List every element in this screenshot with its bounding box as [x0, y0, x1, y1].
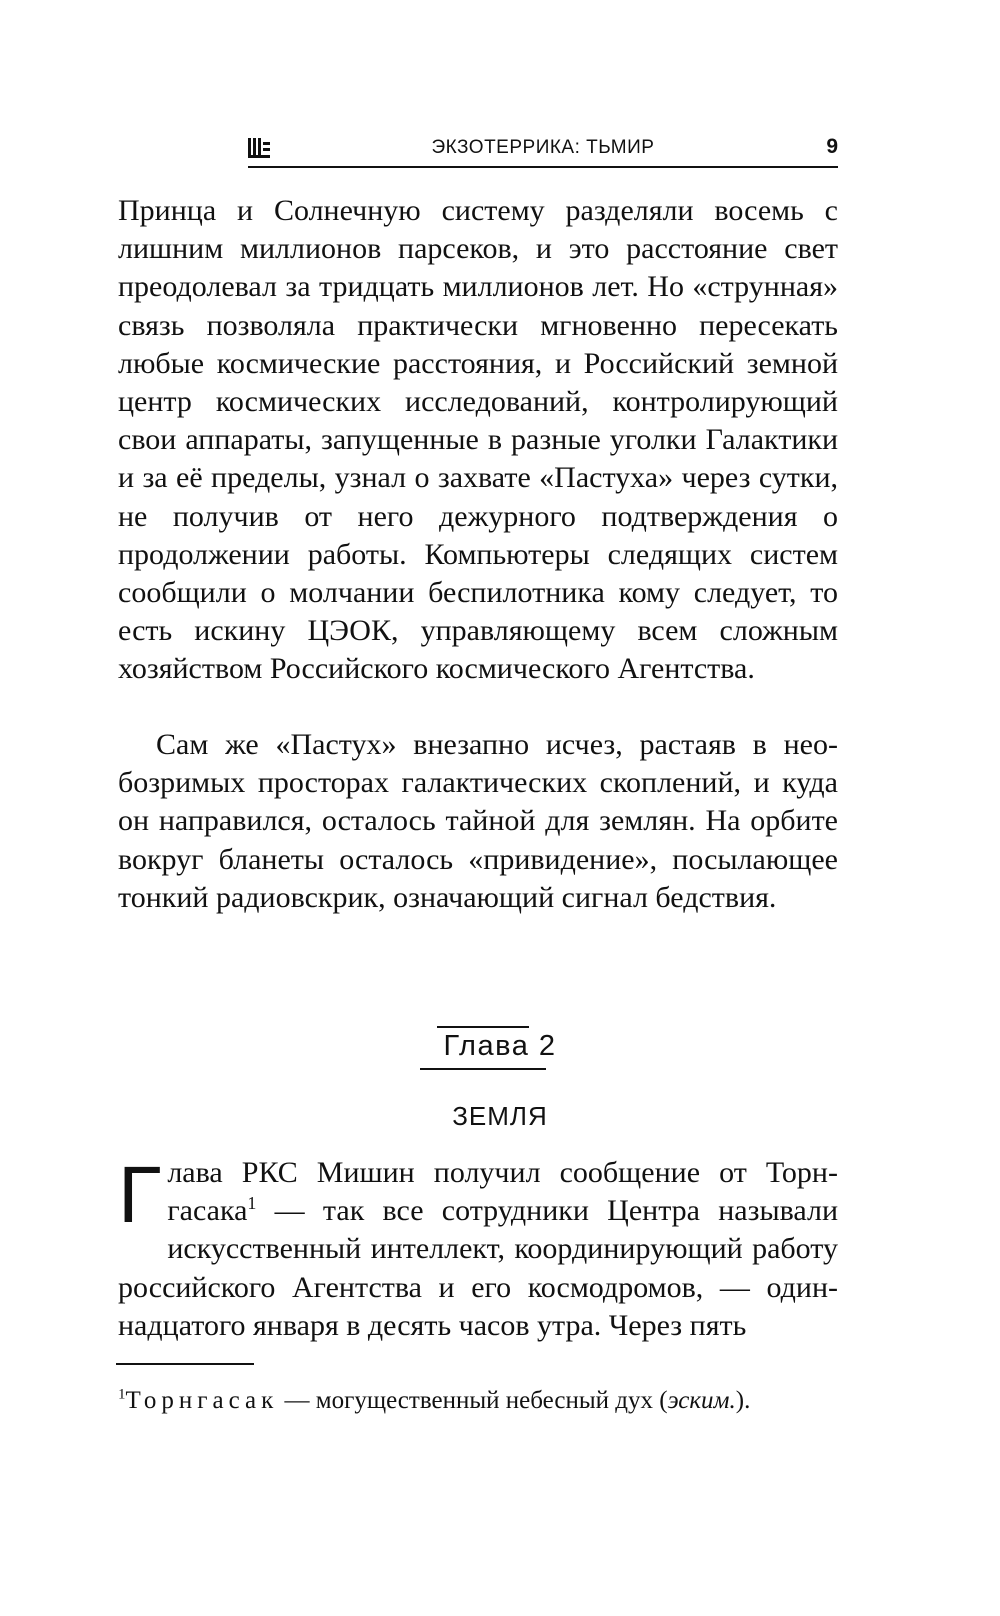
paragraph-text: Сам же «Пастух» внезапно исчез, растаяв в необозримых просторах галактических скоплений, и куда он направился, осталось тайной для землян. На орбите вокруг бланеты осталось «привидение», посылающее тонкий радиовскрик, означающий сигнал бедствия.: [118, 728, 838, 914]
running-title: ЭКЗОТЕРРИКА: ТЬМИР: [431, 137, 655, 158]
chapter-rule-top: [437, 1026, 529, 1028]
chapter-opening-paragraph: [118, 1150, 838, 1345]
running-header: [248, 132, 838, 168]
footnote-separator: [116, 1363, 254, 1365]
chapter-title: Глава 2: [443, 1030, 557, 1062]
opening-text: лава РКС Мишин получил сообщение от Торнгасака: [167, 1156, 838, 1228]
chapter-subtitle: ЗЕМЛЯ: [452, 1101, 548, 1131]
page-number: 9: [826, 135, 838, 158]
footnote-term: Торнгасак: [125, 1387, 279, 1414]
opening-text-continued: — так все сотрудники Центра называли искусственный интеллект, координирующий работу российского Агентства и его космодромов, — одиннадцатого января в десять часов утра. Через пять: [118, 1194, 838, 1342]
paragraph-text: Принца и Солнечную систему разделяли восемь с лишним миллионов парсеков, и это расстояние свет преодолевал за тридцать миллионов лет. Но «струнная» связь позволяла практически мгновенно пересекать любые космические расстояния, и Российский земной центр космических исследований, контролирующий свои аппараты, запущенные в разные уголки Галактики и за её пределы, узнал о захвате «Пастуха» через сутки, не получив от него дежурного подтверждения о продолжении работы. Компьютеры следящих систем сообщили о молчании беспилотника кому следует, то есть искину ЦЭОК, управляющему всем сложным хозяйством Российского космического Агентства.: [118, 194, 838, 686]
footnote-abbreviation: эским.: [667, 1387, 736, 1414]
chapter-rule-bottom: [420, 1068, 546, 1070]
drop-cap: Г: [118, 1150, 162, 1239]
footnote: [118, 1383, 838, 1419]
body-paragraph: [118, 726, 838, 917]
footnote-reference[interactable]: 1: [247, 1193, 257, 1214]
footnote-number: 1: [118, 1386, 126, 1403]
body-paragraph: [118, 192, 838, 689]
footnote-definition: — могущественный небесный дух (: [278, 1387, 668, 1414]
footnote-closing: ).: [735, 1387, 751, 1414]
